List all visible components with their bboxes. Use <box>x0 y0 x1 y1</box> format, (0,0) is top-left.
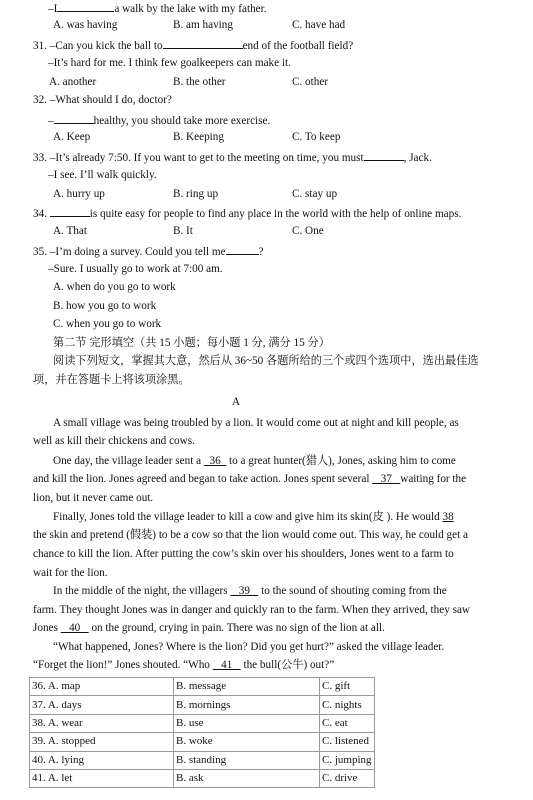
q35-reply: –Sure. I usually go to work at 7:00 am. <box>48 263 223 275</box>
q30-option-a: A. was having <box>53 19 118 31</box>
table-cell: B. ask <box>174 769 320 787</box>
q35-option-b: B. how you go to work <box>53 300 157 312</box>
table-row <box>30 678 375 696</box>
q31-stem: 31. –Can you kick the ball to end of the football field? <box>33 37 353 53</box>
q35-option-a: A. when do you go to work <box>53 281 176 293</box>
q31-option-c: C. other <box>292 76 329 88</box>
passage-line: In the middle of the night, the villagers 39 to the sound of shouting coming from the <box>53 585 447 597</box>
table-cell: C. jumping <box>320 751 375 769</box>
table-row <box>30 751 375 769</box>
q30-stem: –I a walk by the lake with my father. <box>48 0 267 16</box>
table-row <box>30 714 375 732</box>
answer-options-table <box>29 677 375 788</box>
table-cell: B. message <box>174 678 320 696</box>
passage-line: “Forget the lion!” Jones shouted. “Who 41 the bull(公牛) out?” <box>33 659 335 671</box>
table-cell: C. listened <box>320 733 375 751</box>
answer-blank <box>364 149 404 161</box>
section-instructions-line1: 阅读下列短文，掌握其大意，然后从 36~50 各题所给的三个或四个选项中，选出最佳选 <box>53 355 479 367</box>
table-cell: B. use <box>174 714 320 732</box>
blank-36: 36 <box>203 455 227 467</box>
q34-option-c: C. One <box>292 225 324 237</box>
table-cell: C. gift <box>320 678 375 696</box>
q33-reply: –I see. I’ll walk quickly. <box>48 169 157 181</box>
table-cell: 37. A. days <box>30 696 174 714</box>
table-cell: B. standing <box>174 751 320 769</box>
passage-line: farm. They thought Jones was in danger and quickly ran to the farm. When they arrived, they saw <box>33 604 471 616</box>
passage-line: One day, the village leader sent a 36 to a great hunter(猎人), Jones, asking him to come <box>53 455 456 467</box>
section-instructions-line2: 项，并在答题卡上将该项涂黑。 <box>33 374 190 386</box>
table-cell: 40. A. lying <box>30 751 174 769</box>
q32-reply: – healthy, you should take more exercise. <box>48 112 270 128</box>
table-cell: C. drive <box>320 769 375 787</box>
q32-option-b: B. Keeping <box>173 131 224 143</box>
blank-39: 39 <box>230 585 259 597</box>
q34-stem: 34. is quite easy for people to find any place in the world with the help of online maps. <box>33 205 461 221</box>
q33-option-c: C. stay up <box>292 188 338 200</box>
q31-option-a: A. another <box>49 76 97 88</box>
answer-blank <box>163 37 243 49</box>
table-cell: B. woke <box>174 733 320 751</box>
blank-37: 37 <box>372 473 401 485</box>
answer-blank <box>57 0 114 12</box>
passage-line: lion, but it never came out. <box>33 492 154 504</box>
table-row <box>30 769 375 787</box>
section-heading: 第二节 完形填空（共 15 小题；每小题 1 分, 满分 15 分） <box>53 337 330 349</box>
table-cell: 36. A. map <box>30 678 174 696</box>
passage-line: Finally, Jones told the village leader to kill a cow and give him its skin(皮 ). He would 38 <box>53 511 454 523</box>
q35-option-c: C. when you go to work <box>53 318 162 330</box>
passage-line: chance to kill the lion. After putting the cow’s skin over his shoulders, Jones went to a farm to <box>33 548 454 560</box>
q32-stem: 32. –What should I do, doctor? <box>33 94 172 106</box>
passage-line: and kill the lion. Jones agreed and began to take action. Jones spent several 37 waiting for the <box>33 473 467 485</box>
answer-blank <box>50 205 90 217</box>
table-row <box>30 696 375 714</box>
answer-blank <box>54 112 94 124</box>
table-cell: 38. A. wear <box>30 714 174 732</box>
table-cell: B. mornings <box>174 696 320 714</box>
q31-option-b: B. the other <box>173 76 226 88</box>
blank-41: 41 <box>212 659 241 671</box>
passage-line: well as kill their chickens and cows. <box>33 435 195 447</box>
table-row <box>30 733 375 751</box>
q32-option-a: A. Keep <box>53 131 91 143</box>
passage-line: “What happened, Jones? Where is the lion? Did you get hurt?” asked the village leader. <box>53 641 445 653</box>
q33-option-a: A. hurry up <box>53 188 105 200</box>
table-cell: C. nights <box>320 696 375 714</box>
q35-stem: 35. –I’m doing a survey. Could you tell me ? <box>33 243 264 259</box>
q34-option-a: A. That <box>53 225 87 237</box>
answer-blank <box>226 243 259 255</box>
blank-38: 38 <box>442 511 454 523</box>
q30-option-c: C. have had <box>292 19 346 31</box>
table-cell: 39. A. stopped <box>30 733 174 751</box>
blank-40: 40 <box>60 622 89 634</box>
table-cell: C. eat <box>320 714 375 732</box>
q33-stem: 33. –It’s already 7:50. If you want to get to the meeting on time, you must , Jack. <box>33 149 432 165</box>
q32-option-c: C. To keep <box>292 131 341 143</box>
passage-line: Jones 40 on the ground, crying in pain. There was no sign of the lion at all. <box>33 622 385 634</box>
table-cell: 41. A. let <box>30 769 174 787</box>
passage-line: A small village was being troubled by a lion. It would come out at night and kill people, as <box>53 417 459 429</box>
q30-option-b: B. am having <box>173 19 233 31</box>
q34-option-b: B. It <box>173 225 193 237</box>
passage-line: wait for the lion. <box>33 567 108 579</box>
q33-option-b: B. ring up <box>173 188 219 200</box>
passage-label: A <box>232 396 241 408</box>
q31-reply: –It’s hard for me. I think few goalkeepers can make it. <box>48 57 291 69</box>
passage-line: the skin and pretend (假装) to be a cow so that the lion would come out. This way, he could get a <box>33 529 468 541</box>
